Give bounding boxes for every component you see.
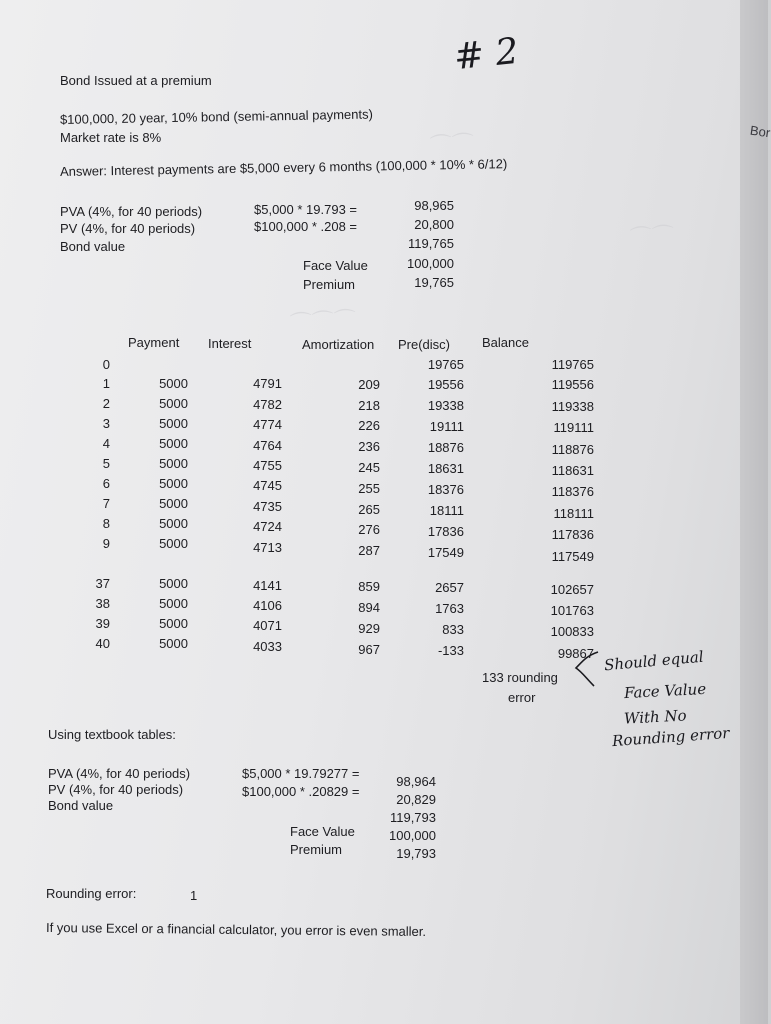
calc1-value: 98,965 (414, 198, 454, 213)
table-cell-bal: 119338 (551, 398, 594, 414)
table-cell-pre: 19111 (429, 419, 464, 434)
table-cell-am: 929 (358, 620, 380, 636)
table-cell-pay: 5000 (159, 376, 188, 391)
table-cell-n: 39 (95, 616, 110, 631)
table-cell-am: 967 (358, 641, 380, 657)
rounding-note: 133 rounding (482, 670, 558, 685)
table-cell-am: 859 (358, 579, 380, 595)
table-cell-am: 287 (358, 543, 380, 559)
table-cell-pre: 17836 (427, 524, 464, 539)
table-cell-bal: 118631 (551, 463, 594, 478)
table-cell-am: 255 (358, 480, 380, 496)
table-cell-pre: 19765 (427, 357, 464, 372)
calc2-face-label: Face Value (290, 824, 355, 839)
calc1-premium-label: Premium (303, 277, 356, 292)
textbook-heading: Using textbook tables: (48, 727, 176, 742)
handwritten-note: Should equal (603, 647, 705, 675)
table-cell-int: 4735 (253, 498, 282, 514)
table-cell-pay: 5000 (159, 436, 188, 451)
calc2-value: 98,964 (396, 774, 436, 789)
calc2-value: 119,793 (389, 810, 436, 825)
handwritten-note: With No (623, 706, 688, 728)
calc2-formula: $100,000 * .20829 = (242, 784, 360, 799)
show-through-mark: ⌒⌒ (629, 222, 675, 251)
calc1-formula: $100,000 * .208 = (254, 219, 358, 234)
calc2-face-value: 100,000 (389, 828, 436, 843)
table-cell-am: 245 (358, 460, 380, 475)
next-page-edge (740, 0, 768, 1024)
table-cell-bal: 118876 (551, 441, 594, 457)
handwritten-label: # 2 (452, 30, 521, 79)
table-cell-n: 40 (95, 636, 110, 651)
header-pre-disc: Pre(disc) (398, 337, 451, 352)
calc1-label: PVA (4%, for 40 periods) (60, 204, 203, 219)
table-cell-n: 6 (102, 476, 110, 491)
calc2-premium-label: Premium (290, 842, 343, 857)
table-cell-n: 3 (102, 416, 110, 431)
edge-text: Bor (749, 122, 771, 141)
calc1-face-label: Face Value (303, 258, 368, 273)
table-cell-pay: 5000 (159, 416, 188, 431)
calc2-label: PV (4%, for 40 periods) (48, 782, 184, 797)
table-cell-bal: 119111 (553, 420, 594, 436)
table-cell-am: 209 (358, 376, 380, 392)
table-cell-bal: 119765 (551, 357, 594, 372)
table-cell-n: 37 (95, 576, 110, 591)
rounding-note: error (508, 690, 536, 705)
table-cell-am: 276 (358, 522, 380, 538)
calc1-value: 20,800 (414, 217, 454, 232)
table-cell-n: 0 (102, 357, 110, 372)
table-cell-pay: 5000 (159, 596, 188, 611)
table-cell-n: 4 (102, 436, 110, 451)
handwritten-note: Rounding error (611, 723, 730, 751)
table-cell-n: 9 (102, 536, 110, 551)
table-cell-n: 2 (102, 396, 110, 411)
table-cell-pay: 5000 (159, 616, 188, 631)
calc1-value: 119,765 (407, 236, 454, 251)
calc2-label: Bond value (48, 798, 114, 813)
table-cell-bal: 101763 (550, 603, 594, 618)
table-cell-n: 8 (102, 516, 110, 531)
show-through-mark: ⌒⌒ (429, 130, 475, 159)
table-cell-int: 4713 (253, 539, 282, 555)
table-cell-bal: 99867 (557, 645, 594, 661)
table-cell-int: 4745 (253, 478, 282, 494)
show-through-mark: ⌒⌒⌒ (289, 306, 357, 337)
table-cell-int: 4774 (253, 417, 282, 433)
table-cell-int: 4755 (253, 458, 282, 473)
table-cell-int: 4791 (253, 376, 282, 392)
table-cell-pre: 2657 (435, 580, 464, 595)
table-cell-int: 4724 (253, 519, 282, 535)
table-cell-pre: 18111 (429, 503, 464, 518)
table-cell-int: 4071 (253, 618, 282, 634)
table-cell-bal: 117549 (551, 548, 594, 564)
table-cell-pre: -133 (437, 643, 464, 658)
table-cell-pre: 833 (442, 622, 464, 637)
market-rate: Market rate is 8% (60, 130, 162, 145)
doc-title: Bond Issued at a premium (60, 73, 212, 88)
handwritten-note: Face Value (623, 679, 707, 703)
table-cell-int: 4764 (253, 437, 282, 453)
table-cell-pay: 5000 (159, 496, 188, 511)
header-payment: Payment (128, 335, 180, 350)
calc1-premium-value: 19,765 (414, 275, 454, 290)
table-cell-pay: 5000 (159, 396, 188, 411)
table-cell-n: 1 (102, 376, 110, 391)
answer-line: Answer: Interest payments are $5,000 every 6 months (100,000 * 10% * 6/12) (59, 156, 508, 179)
calc2-value: 20,829 (396, 792, 436, 807)
table-cell-pre: 1763 (435, 601, 464, 616)
table-cell-bal: 118111 (553, 505, 594, 521)
calc1-face-value: 100,000 (407, 256, 454, 271)
header-balance: Balance (482, 335, 529, 350)
brace-mark (572, 648, 602, 688)
header-amortization: Amortization (302, 337, 375, 352)
table-cell-pay: 5000 (159, 516, 188, 531)
table-cell-bal: 117836 (551, 527, 594, 543)
table-cell-pre: 18631 (427, 461, 464, 476)
table-cell-pay: 5000 (159, 476, 188, 491)
table-cell-pay: 5000 (159, 636, 188, 651)
rounding-error-value: 1 (190, 888, 198, 903)
calc2-formula: $5,000 * 19.79277 = (242, 766, 360, 781)
footer-note: If you use Excel or a financial calculator, you error is even smaller. (45, 920, 427, 939)
table-cell-n: 7 (102, 496, 110, 511)
table-cell-bal: 119556 (551, 377, 594, 393)
table-cell-bal: 100833 (550, 624, 594, 640)
table-cell-am: 218 (358, 397, 380, 413)
calc2-premium-value: 19,793 (396, 846, 436, 861)
table-cell-am: 236 (358, 439, 380, 455)
calc1-formula: $5,000 * 19.793 = (254, 202, 358, 217)
table-cell-int: 4033 (253, 638, 282, 654)
table-cell-pre: 19556 (427, 377, 464, 392)
calc2-label: PVA (4%, for 40 periods) (48, 766, 191, 781)
table-cell-pre: 19338 (427, 398, 464, 413)
table-cell-n: 38 (95, 596, 110, 611)
table-cell-pay: 5000 (159, 536, 188, 551)
table-cell-bal: 118376 (551, 484, 594, 500)
header-interest: Interest (208, 336, 252, 351)
bond-description: $100,000, 20 year, 10% bond (semi-annual payments) (59, 106, 373, 127)
table-cell-pay: 5000 (159, 576, 188, 591)
table-cell-pay: 5000 (159, 456, 188, 471)
table-cell-n: 5 (102, 456, 110, 471)
calc1-label: Bond value (60, 239, 126, 254)
table-cell-bal: 102657 (550, 581, 594, 597)
table-cell-int: 4106 (253, 598, 282, 613)
table-cell-int: 4782 (253, 396, 282, 412)
table-cell-pre: 18376 (427, 482, 464, 497)
table-cell-pre: 18876 (427, 440, 464, 455)
table-cell-int: 4141 (253, 577, 282, 593)
table-cell-am: 265 (358, 501, 380, 517)
table-cell-am: 894 (358, 600, 380, 615)
table-cell-am: 226 (358, 418, 380, 434)
calc1-label: PV (4%, for 40 periods) (60, 221, 196, 236)
rounding-error-label: Rounding error: (46, 886, 137, 901)
table-cell-pre: 17549 (427, 545, 464, 560)
